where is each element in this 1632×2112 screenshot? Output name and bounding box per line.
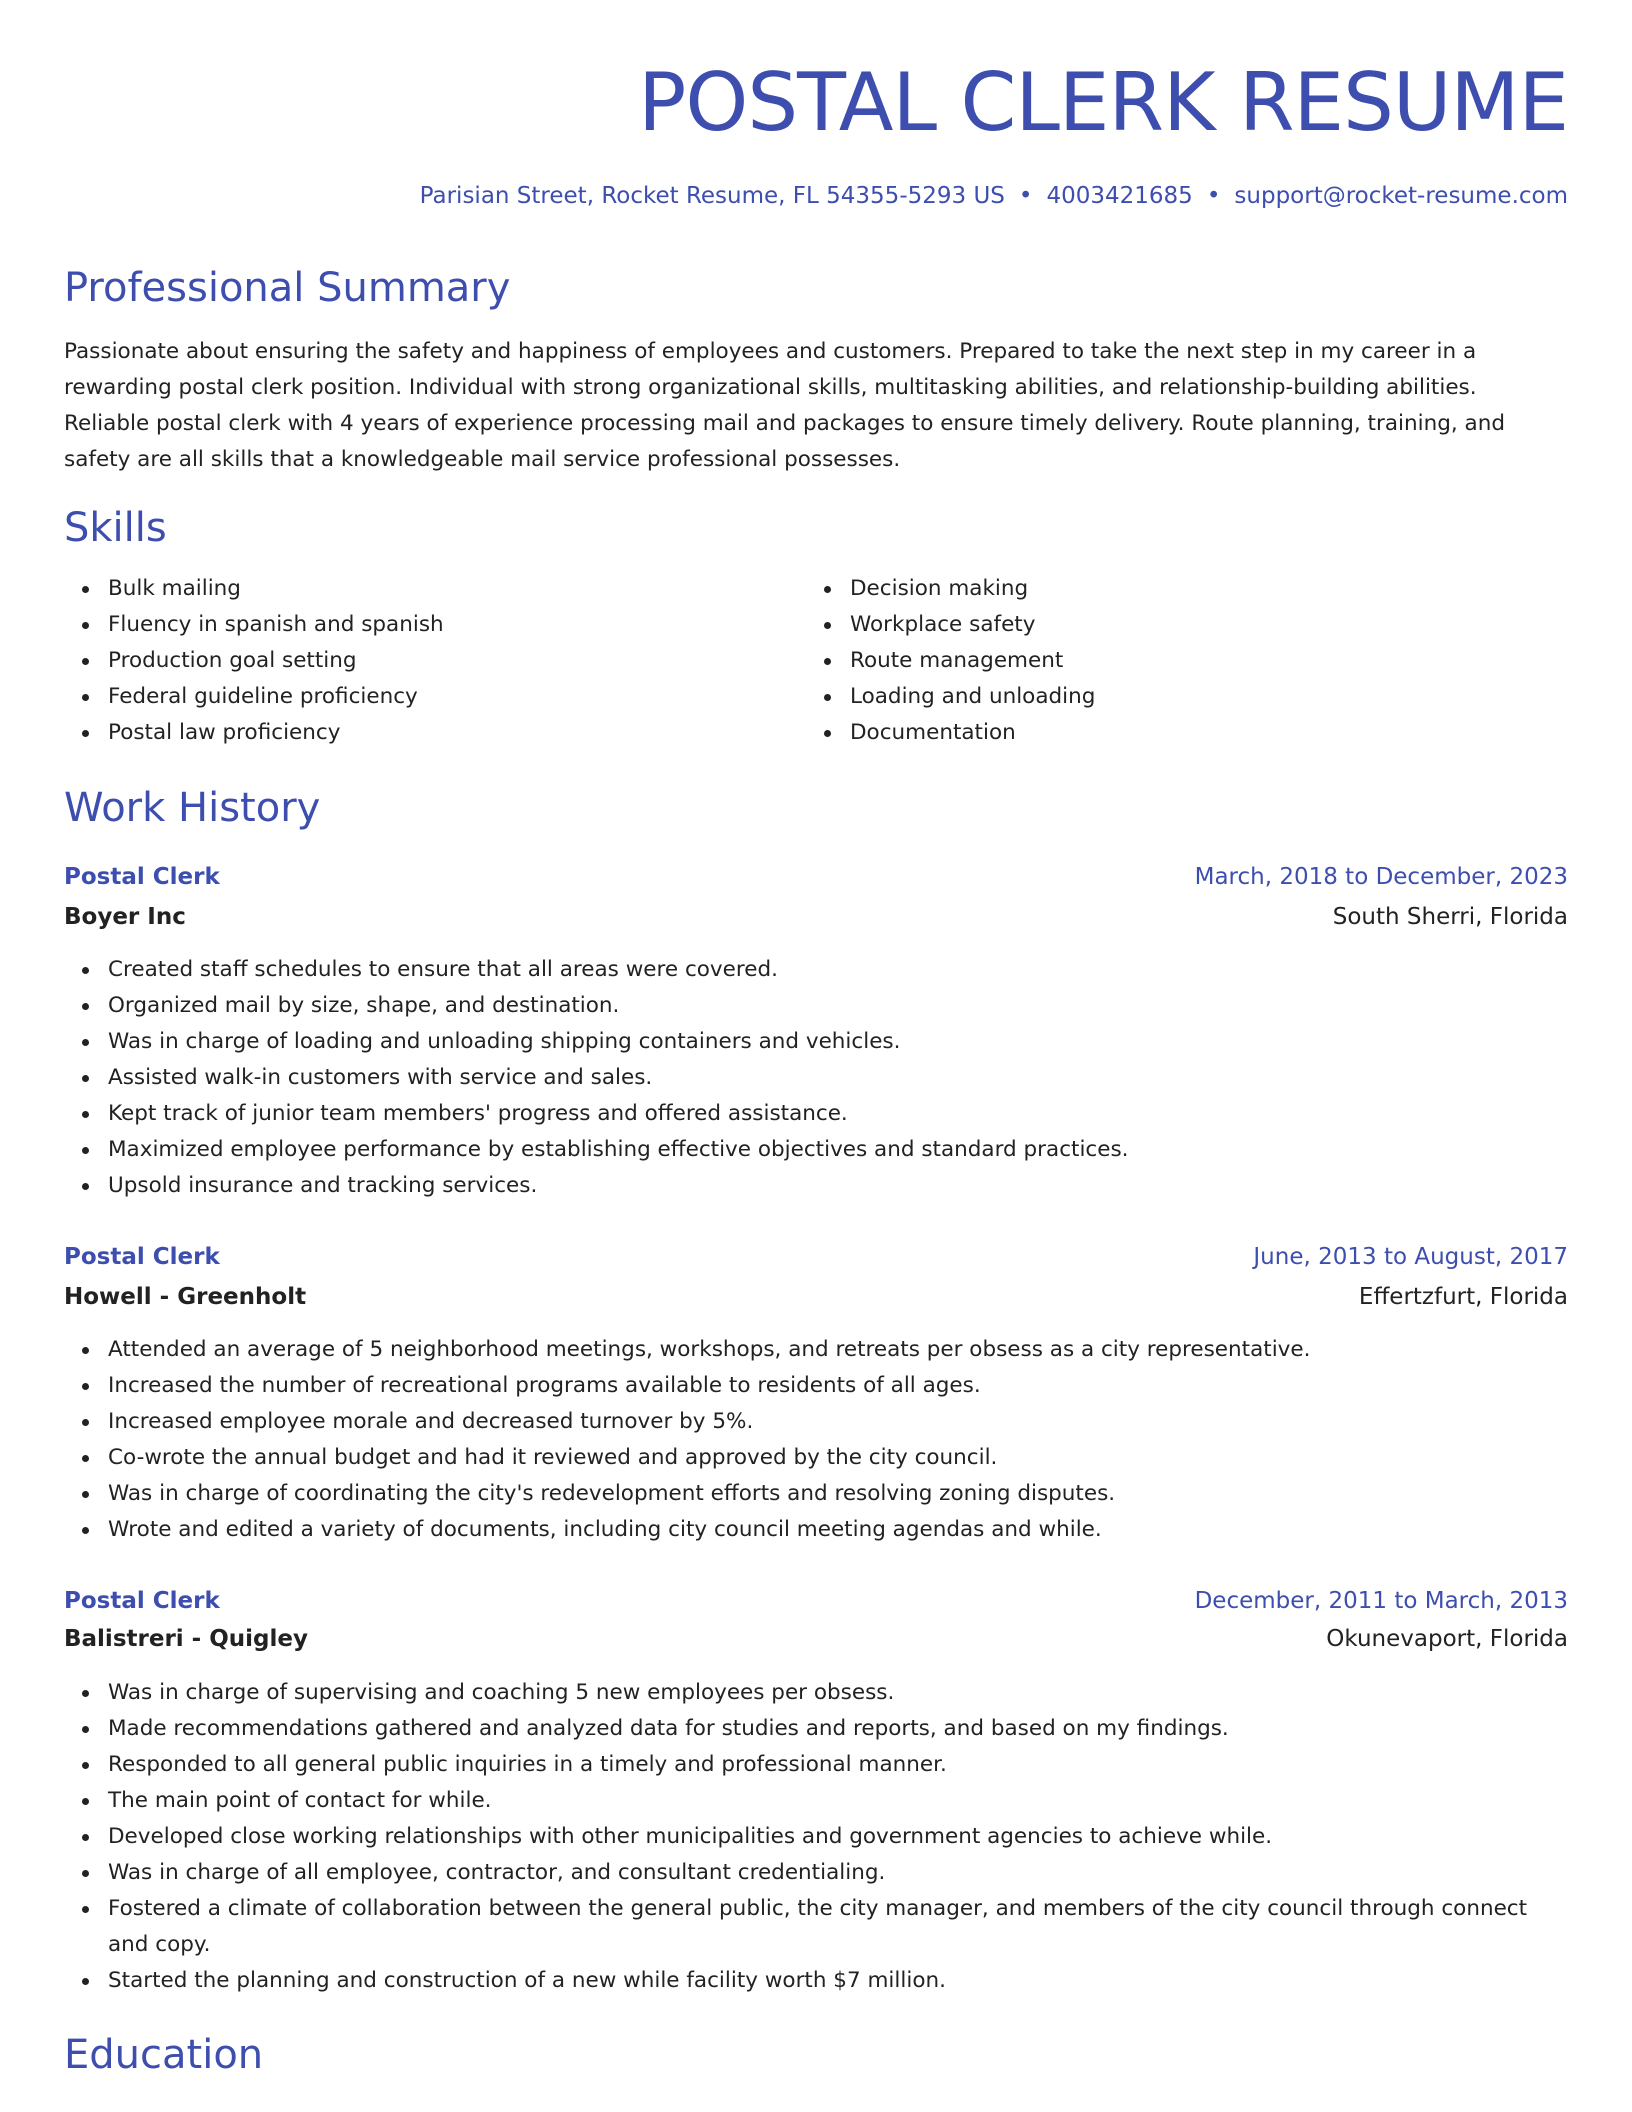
job-title: Postal Clerk — [64, 1244, 220, 1270]
summary-heading: Professional Summary — [64, 265, 511, 311]
contact-address: Parisian Street, Rocket Resume, FL 54355-5293 US — [419, 183, 1005, 209]
job-bullet: Increased the number of recreational programs available to residents of all ages. — [108, 1368, 1568, 1404]
job-bullet: The main point of contact for while. — [108, 1783, 1568, 1819]
job-bullet: Kept track of junior team members' progress and offered assistance. — [108, 1096, 1568, 1132]
contact-line — [420, 180, 1568, 212]
job-bullets — [64, 952, 1568, 1204]
job-bullet: Maximized employee performance by establishing effective objectives and standard practices. — [108, 1132, 1568, 1168]
job-title: Postal Clerk — [64, 864, 220, 890]
job-bullet: Co-wrote the annual budget and had it reviewed and approved by the city council. — [108, 1440, 1568, 1476]
job-bullet: Was in charge of supervising and coaching 5 new employees per obsess. — [108, 1675, 1568, 1711]
job-bullet: Upsold insurance and tracking services. — [108, 1168, 1568, 1204]
job-bullet: Organized mail by size, shape, and destination. — [108, 988, 1568, 1024]
job-bullets — [64, 1675, 1568, 1999]
skill-item: Postal law proficiency — [108, 715, 798, 751]
contact-separator: • — [1018, 183, 1033, 209]
job-bullet: Wrote and edited a variety of documents, including city council meeting agendas and while. — [108, 1512, 1568, 1548]
job-bullet: Attended an average of 5 neighborhood meetings, workshops, and retreats per obsess as a city representative. — [108, 1332, 1568, 1368]
job-company: Boyer Inc — [64, 904, 186, 930]
job-title: Postal Clerk — [64, 1588, 220, 1614]
job-bullet: Was in charge of all employee, contractor, and consultant credentialing. — [108, 1855, 1568, 1891]
job-bullet: Assisted walk-in customers with service and sales. — [108, 1060, 1568, 1096]
job-bullet: Made recommendations gathered and analyzed data for studies and reports, and based on my findings. — [108, 1711, 1568, 1747]
work-history-heading: Work History — [64, 785, 321, 831]
job-company: Howell - Greenholt — [64, 1284, 307, 1310]
job-company: Balistreri - Quigley — [64, 1626, 308, 1652]
skill-item: Decision making — [850, 571, 1550, 607]
skill-item: Federal guideline proficiency — [108, 679, 798, 715]
job-location: Okunevaport, Florida — [1326, 1626, 1568, 1652]
skill-item: Bulk mailing — [108, 571, 798, 607]
job-dates: March, 2018 to December, 2023 — [1194, 864, 1568, 890]
skill-item: Loading and unloading — [850, 679, 1550, 715]
resume-title: POSTAL CLERK RESUME — [638, 56, 1568, 149]
job-bullet: Was in charge of loading and unloading shipping containers and vehicles. — [108, 1024, 1568, 1060]
skills-list-right — [806, 571, 1550, 751]
job-bullet: Created staff schedules to ensure that all areas were covered. — [108, 952, 1568, 988]
job-bullet: Started the planning and construction of a new while facility worth $7 million. — [108, 1963, 1568, 1999]
skill-item: Fluency in spanish and spanish — [108, 607, 798, 643]
job-bullet: Responded to all general public inquiries in a timely and professional manner. — [108, 1747, 1568, 1783]
contact-separator: • — [1206, 183, 1221, 209]
contact-phone: 4003421685 — [1046, 183, 1193, 209]
job-dates: December, 2011 to March, 2013 — [1194, 1588, 1568, 1614]
job-bullet: Was in charge of coordinating the city's redevelopment efforts and resolving zoning disputes. — [108, 1476, 1568, 1512]
skill-item: Route management — [850, 643, 1550, 679]
job-dates: June, 2013 to August, 2017 — [1253, 1244, 1568, 1270]
job-location: Effertzfurt, Florida — [1358, 1284, 1568, 1310]
job-bullet: Developed close working relationships with other municipalities and government agencies to achieve while. — [108, 1819, 1568, 1855]
skill-item: Documentation — [850, 715, 1550, 751]
skills-heading: Skills — [64, 505, 167, 551]
contact-email[interactable]: support@rocket-resume.com — [1234, 183, 1568, 209]
job-bullets — [64, 1332, 1568, 1548]
summary-text: Passionate about ensuring the safety and happiness of employees and customers. Prepared to take the next step in my career in a rewarding postal clerk position. Individual with strong organizational skills, multitasking abilities, and relationship-building abilities. Reliable postal clerk with 4 years of experience processing mail and packages to ensure timely delivery. Route planning, training, and safety are all skills that a knowledgeable mail service professional possesses. — [64, 339, 1505, 472]
skill-item: Production goal setting — [108, 643, 798, 679]
job-location: South Sherri, Florida — [1332, 904, 1568, 930]
education-heading: Education — [64, 2032, 264, 2078]
job-bullet: Increased employee morale and decreased turnover by 5%. — [108, 1404, 1568, 1440]
job-bullet: Fostered a climate of collaboration between the general public, the city manager, and members of the city council through connect and copy. — [108, 1891, 1568, 1963]
skills-list-left — [64, 571, 798, 751]
skill-item: Workplace safety — [850, 607, 1550, 643]
